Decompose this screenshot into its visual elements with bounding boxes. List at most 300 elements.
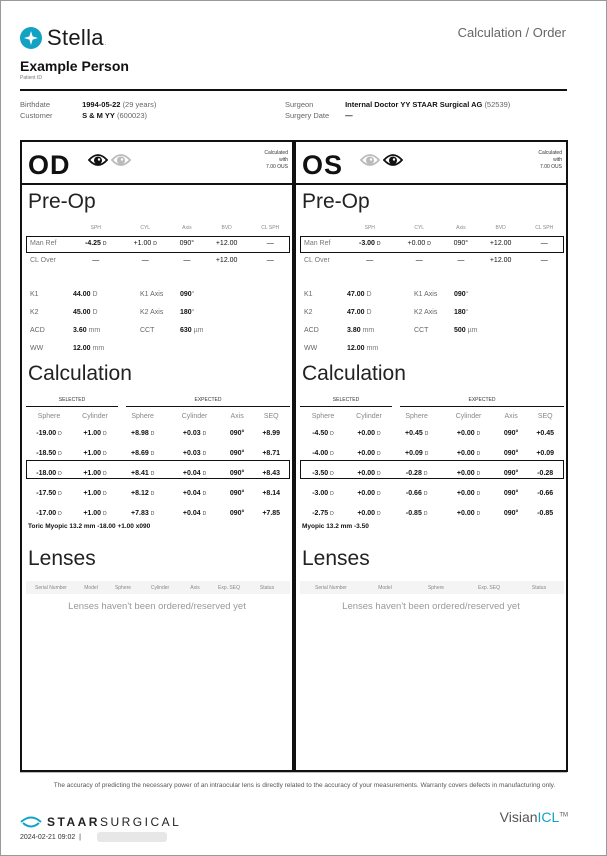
cell-value: -4.50 [312, 429, 329, 437]
divider [26, 406, 118, 407]
col-header: Axis [230, 412, 244, 420]
diopter-unit: D [150, 470, 155, 477]
brand-light: SURGICAL [99, 815, 182, 829]
od-k1: K1 44.00 D [30, 291, 98, 298]
od-lens-table-header [26, 581, 290, 594]
patient-id-label: Patient ID [20, 75, 42, 81]
cell: 090° [179, 240, 195, 247]
cell-value: +8.12 [131, 489, 149, 497]
os-cct: CCT 500 µm [414, 327, 478, 334]
od-expected-label: EXPECTED [194, 397, 222, 403]
cell-value: +0.00 [357, 429, 376, 437]
surgery-date-value: — [345, 111, 353, 120]
diopter-unit: D [423, 490, 428, 497]
diopter-unit: D [377, 510, 381, 517]
calculation-cell: 090° [229, 489, 245, 497]
calculation-cell [441, 463, 495, 483]
cell-value: +0.00 [357, 489, 376, 497]
logo-tm: . [104, 41, 107, 47]
calculation-cell [252, 503, 290, 523]
cell-value: -3.00 [312, 489, 329, 497]
divider [400, 406, 564, 407]
cell-value: +1.00 [83, 449, 102, 457]
calculation-cell [118, 463, 167, 483]
diopter-unit: D [58, 490, 62, 497]
diopter-unit: D [58, 470, 62, 477]
cell-value: +0.09 [536, 449, 555, 457]
cell: +0.00 D [407, 240, 431, 247]
col-header: CYL [414, 225, 425, 231]
star-icon [20, 27, 42, 49]
calculation-cell: 090° [503, 429, 519, 437]
calculation-cell [392, 503, 441, 523]
calculation-cell: 090° [229, 429, 245, 437]
os-k1-axis: K1 Axis 090° [414, 291, 469, 298]
calculation-cell [72, 503, 118, 523]
col-header: SPH [90, 225, 101, 231]
os-selected-label: SELECTED [332, 397, 360, 403]
col-header [300, 221, 346, 235]
cell: — [141, 257, 149, 264]
col-header: SPH [364, 225, 375, 231]
cell: -4.25 D [84, 240, 107, 247]
diopter-unit: D [330, 470, 334, 477]
col-header: Status [531, 584, 547, 591]
od-lens-empty-message: Lenses haven't been ordered/reserved yet [68, 601, 246, 612]
calculation-cell: 090° [503, 489, 519, 497]
birthdate-label: Birthdate [20, 100, 51, 109]
surgeon-id: (52539) [484, 100, 511, 109]
calculation-cell [300, 463, 346, 483]
cell-value: +8.14 [262, 489, 281, 497]
calculation-cell [167, 463, 221, 483]
od-panel-header [22, 142, 292, 185]
diopter-unit: D [330, 450, 334, 457]
calculation-cell [167, 443, 221, 463]
cell: — [540, 257, 548, 264]
staar-eye-icon [20, 816, 42, 828]
calculation-cell: 090° [503, 449, 519, 457]
cl-over-row [26, 252, 290, 269]
print-timestamp: 2024-02-21 09:02 | [20, 834, 81, 841]
cell-value: +8.69 [131, 449, 149, 457]
diopter-unit: D [103, 490, 107, 497]
od-calculation-table [26, 409, 290, 523]
calculation-cell [26, 443, 72, 463]
os-lenses-title: Lenses [302, 547, 370, 570]
col-header: CL SPH [535, 225, 554, 231]
col-header: BVD [221, 225, 232, 231]
document-title: Calculation / Order [457, 25, 566, 40]
col-header: Cylinder [82, 412, 108, 420]
divider [300, 406, 392, 407]
diopter-unit: D [476, 450, 481, 457]
divider [126, 406, 290, 407]
surgery-date-info [285, 111, 353, 120]
calculation-cell [72, 463, 118, 483]
with-label: with [279, 157, 288, 163]
col-header: Cylinder [181, 412, 208, 420]
col-header: Axis [504, 412, 518, 420]
diopter-unit: D [202, 510, 207, 517]
od-lenses-title: Lenses [28, 547, 96, 570]
calculation-cell [346, 463, 392, 483]
calculation-cell [118, 423, 167, 443]
diopter-unit: D [103, 470, 107, 477]
diopter-unit: D [476, 490, 481, 497]
col-header: Cylinder [150, 584, 170, 591]
cell-value: +0.04 [182, 509, 201, 517]
diopter-unit: D [103, 430, 107, 437]
surgeon-label: Surgeon [285, 100, 314, 109]
visian-icl-logo: VisianICL™ [499, 809, 568, 825]
diopter-unit: D [202, 450, 207, 457]
diopter-unit: D [330, 510, 334, 517]
calculation-cell [441, 443, 495, 463]
cell: +12.00 [215, 257, 238, 264]
calculation-cell: 090° [229, 509, 245, 517]
cell: — [457, 257, 465, 264]
cell-value: -17.50 [36, 489, 57, 497]
cell-value: +0.09 [405, 449, 423, 457]
od-preop-title: Pre-Op [28, 190, 96, 213]
diopter-unit: D [150, 450, 155, 457]
cell-value: +8.98 [131, 429, 149, 437]
od-eye-code: OD [28, 150, 71, 180]
cell-value: +0.00 [357, 509, 376, 517]
col-header: Sphere [405, 412, 428, 420]
os-k2: K2 47.00 D [304, 309, 372, 316]
cell: 090° [453, 240, 469, 247]
od-cct: CCT 630 µm [140, 327, 204, 334]
diopter-unit: D [377, 450, 381, 457]
os-k1: K1 47.00 D [304, 291, 372, 298]
row-label: CL Over [304, 257, 330, 264]
calculation-cell [526, 443, 564, 463]
cell-value: -0.85 [537, 509, 554, 517]
calculation-cell [346, 443, 392, 463]
calculation-cell: 090° [229, 449, 245, 457]
cell-value: +7.83 [131, 509, 149, 517]
cell-value: -4.00 [312, 449, 329, 457]
diopter-unit: D [150, 430, 155, 437]
calculation-cell: 090° [503, 509, 519, 517]
col-header: Sphere [131, 412, 154, 420]
calculation-cell [167, 423, 221, 443]
eye-icon-inactive [360, 153, 380, 167]
staar-surgical-logo [20, 815, 181, 829]
cell: — [415, 257, 423, 264]
diopter-unit: D [330, 430, 334, 437]
birthdate-age: (29 years) [122, 100, 157, 109]
os-eye-indicator [360, 153, 403, 167]
col-header: Sphere [311, 412, 335, 420]
diopter-unit: D [377, 490, 381, 497]
row-label: CL Over [30, 257, 56, 264]
calculation-row [26, 443, 290, 463]
od-calculated-with [264, 150, 288, 171]
cell-value: +0.00 [456, 509, 475, 517]
od-k1-axis: K1 Axis 090° [140, 291, 195, 298]
diopter-unit: D [424, 450, 429, 457]
calculation-row [26, 503, 290, 523]
cell-value: +0.04 [182, 489, 201, 497]
od-lens-summary: Toric Myopic 13.2 mm -18.00 +1.00 x090 [28, 523, 151, 530]
os-lens-table-header [300, 581, 564, 594]
calculation-cell [72, 423, 118, 443]
cell-value: +7.85 [262, 509, 281, 517]
col-header: Sphere [114, 584, 132, 591]
os-ww: WW 12.00 mm [304, 345, 379, 352]
os-calculation-table [300, 409, 564, 523]
customer-info [20, 111, 147, 120]
calculation-cell [300, 503, 346, 523]
cell-value: +8.43 [262, 469, 281, 477]
od-acd: ACD 3.60 mm [30, 327, 101, 334]
calculation-cell [167, 483, 221, 503]
with-label: with [553, 157, 562, 163]
brand-bold: STAAR [47, 815, 100, 829]
col-header: Axis [456, 225, 466, 231]
os-panel [294, 140, 568, 772]
header-divider [20, 89, 567, 91]
calculation-row [26, 463, 290, 483]
man-ref-row [26, 235, 290, 252]
os-calculated-with [538, 150, 562, 171]
eye-icon-active [88, 153, 108, 167]
cl-over-row [300, 252, 564, 269]
col-header: Axis [182, 225, 192, 231]
man-ref-row [300, 235, 564, 252]
cell-value: -0.28 [405, 469, 422, 477]
calculation-cell [26, 503, 72, 523]
calculation-cell [167, 503, 221, 523]
diopter-unit: D [476, 470, 481, 477]
col-header: SEQ [263, 412, 279, 420]
calculation-row [300, 463, 564, 483]
col-header: Sphere [37, 412, 61, 420]
cell-value: -18.50 [36, 449, 57, 457]
customer-id: (600023) [116, 111, 148, 120]
birthdate-value: 1994-05-22 [82, 100, 121, 109]
os-calculation-title: Calculation [302, 362, 406, 385]
calculation-row [300, 423, 564, 443]
diopter-unit: D [150, 490, 155, 497]
od-eye-indicator [88, 153, 131, 167]
od-preop-table [26, 221, 290, 269]
calculation-cell [392, 483, 441, 503]
calculation-row [300, 483, 564, 503]
od-calculation-title: Calculation [28, 362, 132, 385]
os-lens-empty-message: Lenses haven't been ordered/reserved yet [342, 601, 520, 612]
calculation-cell: 090° [229, 469, 245, 477]
cell-value: +0.04 [182, 469, 201, 477]
calculation-cell [72, 443, 118, 463]
redacted-user [97, 832, 167, 842]
cell-value: +0.00 [456, 469, 475, 477]
cell-value: +8.41 [131, 469, 149, 477]
calculation-cell [526, 483, 564, 503]
calculation-cell [346, 503, 392, 523]
cell-value: +0.00 [456, 449, 475, 457]
calculation-row [300, 503, 564, 523]
birthdate-info [20, 100, 156, 109]
cell-value: -0.85 [405, 509, 422, 517]
footer-divider [20, 772, 567, 773]
os-k2-axis: K2 Axis 180° [414, 309, 469, 316]
calculation-cell [252, 443, 290, 463]
row-label: Man Ref [304, 240, 331, 247]
os-preop-table [300, 221, 564, 269]
diopter-unit: D [476, 510, 481, 517]
diopter-unit: D [476, 430, 481, 437]
cell-value: -17.00 [36, 509, 57, 517]
calculation-cell [526, 423, 564, 443]
cell: — [266, 240, 274, 247]
calculation-cell [252, 423, 290, 443]
calculation-cell [441, 423, 495, 443]
diopter-unit: D [377, 430, 381, 437]
cell-value: +8.99 [262, 429, 281, 437]
cell: +12.00 [489, 257, 512, 264]
cell-value: +0.45 [536, 429, 555, 437]
cell: -3.00 D [358, 240, 381, 247]
calculation-cell: 090° [503, 469, 519, 477]
calculation-cell [72, 483, 118, 503]
calculation-cell [118, 503, 167, 523]
cell-value: +0.00 [357, 449, 376, 457]
eye-icon-inactive [111, 153, 131, 167]
cell-value: -0.66 [405, 489, 422, 497]
cell-value: -3.50 [312, 469, 329, 477]
surgeon-info [285, 100, 510, 109]
cell-value: +1.00 [83, 429, 102, 437]
warranty-note: The accuracy of predicting the necessary power of an intraocular lens is directly related to the accuracy of your measurements. Warranty covers defects in manufacturing only. [53, 782, 556, 789]
cell-value: -19.00 [36, 429, 57, 437]
cell: — [183, 257, 191, 264]
calc-version: 7.00 OUS [540, 164, 562, 170]
calculated-label: Calculated [538, 150, 562, 156]
os-lens-summary: Myopic 13.2 mm -3.50 [302, 523, 369, 530]
logo-text: Stella [47, 25, 104, 50]
cell-value: +0.03 [182, 449, 201, 457]
cell: — [366, 257, 374, 264]
col-header: Serial Number [315, 584, 347, 591]
calculation-cell [300, 423, 346, 443]
calculation-cell [441, 503, 495, 523]
diopter-unit: D [424, 430, 429, 437]
cell-value: +0.03 [182, 429, 201, 437]
col-header: Model [84, 584, 98, 591]
os-panel-header [296, 142, 566, 185]
col-header: Axis [190, 584, 200, 591]
calculation-cell [392, 443, 441, 463]
calculation-cell [346, 483, 392, 503]
col-header [26, 221, 72, 235]
diopter-unit: D [103, 450, 107, 457]
eye-icon-active [383, 153, 403, 167]
calculation-cell [526, 463, 564, 483]
calculation-cell [441, 483, 495, 503]
os-preop-title: Pre-Op [302, 190, 370, 213]
od-panel [20, 140, 294, 772]
surgery-date-label: Surgery Date [285, 111, 330, 120]
diopter-unit: D [202, 490, 207, 497]
diopter-unit: D [103, 510, 107, 517]
col-header: CL SPH [261, 225, 280, 231]
diopter-unit: D [150, 510, 155, 517]
cell: — [92, 257, 100, 264]
diopter-unit: D [58, 430, 62, 437]
calculation-row [26, 483, 290, 503]
calculation-row [300, 443, 564, 463]
cell-value: +0.00 [456, 429, 475, 437]
cell-value: -2.75 [312, 509, 329, 517]
cell: +12.00 [489, 240, 512, 247]
col-header: Cylinder [356, 412, 382, 420]
calculation-cell [392, 423, 441, 443]
diopter-unit: D [423, 470, 428, 477]
calculation-cell [118, 483, 167, 503]
cell-value: -0.28 [537, 469, 554, 477]
diopter-unit: D [202, 470, 207, 477]
col-header: Exp. SEQ [218, 584, 240, 591]
calculation-cell [300, 483, 346, 503]
col-header: Cylinder [455, 412, 482, 420]
od-k2: K2 45.00 D [30, 309, 98, 316]
col-header: SEQ [537, 412, 553, 420]
calculation-cell [252, 483, 290, 503]
cell-value: +8.71 [262, 449, 281, 457]
calculation-cell [252, 463, 290, 483]
calculation-cell [26, 483, 72, 503]
calculation-row [26, 423, 290, 443]
col-header: BVD [495, 225, 506, 231]
od-k2-axis: K2 Axis 180° [140, 309, 195, 316]
calculation-cell [346, 423, 392, 443]
cell: — [540, 240, 548, 247]
calculation-cell [26, 423, 72, 443]
surgeon-value: Internal Doctor YY STAAR Surgical AG [345, 100, 483, 109]
calculation-cell [526, 503, 564, 523]
diopter-unit: D [58, 510, 62, 517]
calculation-cell [26, 463, 72, 483]
col-header: Serial Number [35, 584, 67, 591]
customer-value: S & M YY [82, 111, 115, 120]
od-selected-label: SELECTED [58, 397, 86, 403]
cell: +12.00 [215, 240, 238, 247]
cell-value: +1.00 [83, 469, 102, 477]
cell-value: -18.00 [36, 469, 57, 477]
cell-value: +0.00 [357, 469, 376, 477]
diopter-unit: D [377, 470, 381, 477]
cell: +1.00 D [133, 240, 157, 247]
calculation-cell [300, 443, 346, 463]
calculation-cell [118, 443, 167, 463]
stella-logo [20, 25, 107, 51]
calc-version: 7.00 OUS [266, 164, 288, 170]
cell: — [266, 257, 274, 264]
col-header: Sphere [427, 584, 445, 591]
col-header: Model [378, 584, 392, 591]
od-ww: WW 12.00 mm [30, 345, 105, 352]
cell-value: -0.66 [537, 489, 554, 497]
cell-value: +1.00 [83, 509, 102, 517]
col-header: Status [259, 584, 275, 591]
os-acd: ACD 3.80 mm [304, 327, 375, 334]
os-eye-code: OS [302, 150, 344, 180]
calculated-label: Calculated [264, 150, 288, 156]
